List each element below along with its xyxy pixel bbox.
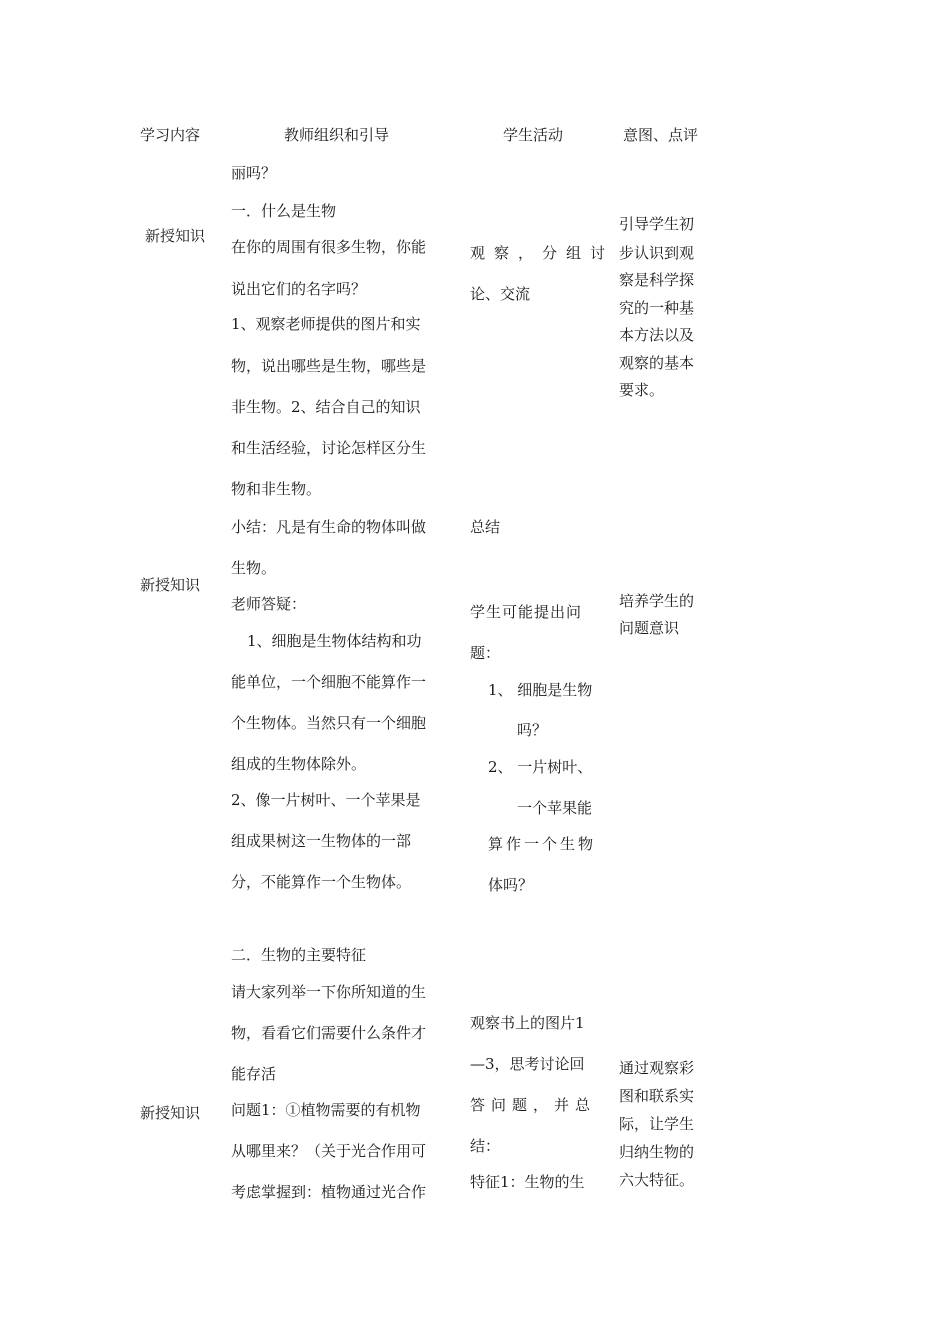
teacher-text-line: 一．什么是生物 — [231, 202, 337, 220]
teacher-text-line: 从哪里来？（关于光合作用可 — [231, 1142, 427, 1160]
teacher-text-line: 和生活经验，讨论怎样区分生 — [231, 439, 427, 457]
teacher-text-line: 物，说出哪些是生物，哪些是 — [231, 357, 427, 375]
comment-text-line: 究的一种基 — [619, 299, 695, 317]
teacher-text-line: 在你的周围有很多生物，你能 — [231, 238, 427, 256]
student-text-line: 观察书上的图片1 — [470, 1014, 585, 1032]
teacher-text-line: 二．生物的主要特征 — [231, 946, 367, 964]
comment-text-line: 际，让学生 — [619, 1115, 695, 1133]
student-text-line: 题： — [470, 644, 501, 662]
comment-text-line: 步认识到观 — [619, 244, 695, 262]
student-text-line: 算作一个生物 — [488, 835, 597, 853]
comment-text-line: 六大特征。 — [619, 1171, 695, 1189]
teacher-text-line: 1、细胞是生物体结构和功 — [247, 632, 422, 650]
student-text-line: 结： — [470, 1137, 501, 1155]
teacher-text-line: 请大家列举一下你所知道的生 — [231, 983, 427, 1001]
student-text-line: 学生可能提出问 — [470, 603, 583, 621]
student-text-line: 观察，分组讨 — [470, 244, 615, 262]
teacher-text-line: 物和非生物。 — [231, 480, 322, 498]
header-intent-comment: 意图、点评 — [623, 126, 699, 144]
comment-text-line: 观察的基本 — [619, 354, 695, 372]
teacher-text-line: 能存活 — [231, 1065, 277, 1083]
comment-text-line: 图和联系实 — [619, 1087, 695, 1105]
teacher-text-line: 说出它们的名字吗？ — [231, 280, 367, 298]
comment-text-line: 察是科学探 — [619, 271, 695, 289]
header-teacher-guidance: 教师组织和引导 — [284, 126, 390, 144]
teacher-text-line: 1、观察老师提供的图片和实 — [231, 315, 421, 333]
student-text-line: 特征1：生物的生 — [470, 1173, 585, 1191]
student-text-line: 一个苹果能 — [517, 799, 593, 817]
student-text-line: 总结 — [470, 518, 501, 536]
student-text-line: 体吗？ — [488, 876, 534, 894]
teacher-text-line: 考虑掌握到：植物通过光合作 — [231, 1183, 427, 1201]
student-text-line: 吗？ — [517, 721, 548, 739]
student-text-line: 1、 细胞是生物 — [488, 681, 593, 699]
header-learning-content: 学习内容 — [140, 126, 201, 144]
comment-text-line: 要求。 — [619, 381, 665, 399]
comment-text-line: 本方法以及 — [619, 326, 695, 344]
student-text-line: 2、 一片树叶、 — [488, 758, 593, 776]
teacher-text-line: 老师答疑： — [231, 595, 307, 613]
teacher-text-line: 问题1：①植物需要的有机物 — [231, 1101, 421, 1119]
comment-text-line: 引导学生初 — [619, 215, 695, 233]
teacher-text-line: 物，看看它们需要什么条件才 — [231, 1024, 427, 1042]
teacher-text-line: 2、像一片树叶、一个苹果是 — [231, 791, 421, 809]
comment-text-line: 归纳生物的 — [619, 1143, 695, 1161]
learning-content-cell: 新授知识 — [145, 227, 206, 245]
student-text-line: 论、交流 — [470, 285, 531, 303]
teacher-text-line: 非生物。2、结合自己的知识 — [231, 398, 421, 416]
teacher-text-line: 个生物体。当然只有一个细胞 — [231, 714, 427, 732]
student-text-line: 答问题，并总 — [470, 1096, 597, 1114]
teacher-text-line: 组成果树这一生物体的一部 — [231, 832, 412, 850]
teacher-text-line: 生物。 — [231, 559, 277, 577]
header-student-activity: 学生活动 — [503, 126, 564, 144]
student-text-line: —3，思考讨论回 — [470, 1055, 585, 1073]
teacher-text-line: 分，不能算作一个生物体。 — [231, 873, 412, 891]
teacher-text-line: 小结：凡是有生命的物体叫做 — [231, 518, 427, 536]
teacher-text-line: 组成的生物体除外。 — [231, 755, 367, 773]
learning-content-cell: 新授知识 — [140, 1104, 201, 1122]
comment-text-line: 培养学生的 — [619, 592, 695, 610]
comment-text-line: 通过观察彩 — [619, 1059, 695, 1077]
teacher-text-line: 丽吗？ — [231, 164, 277, 182]
learning-content-cell: 新授知识 — [140, 576, 201, 594]
comment-text-line: 问题意识 — [619, 619, 680, 637]
teacher-text-line: 能单位，一个细胞不能算作一 — [231, 673, 427, 691]
